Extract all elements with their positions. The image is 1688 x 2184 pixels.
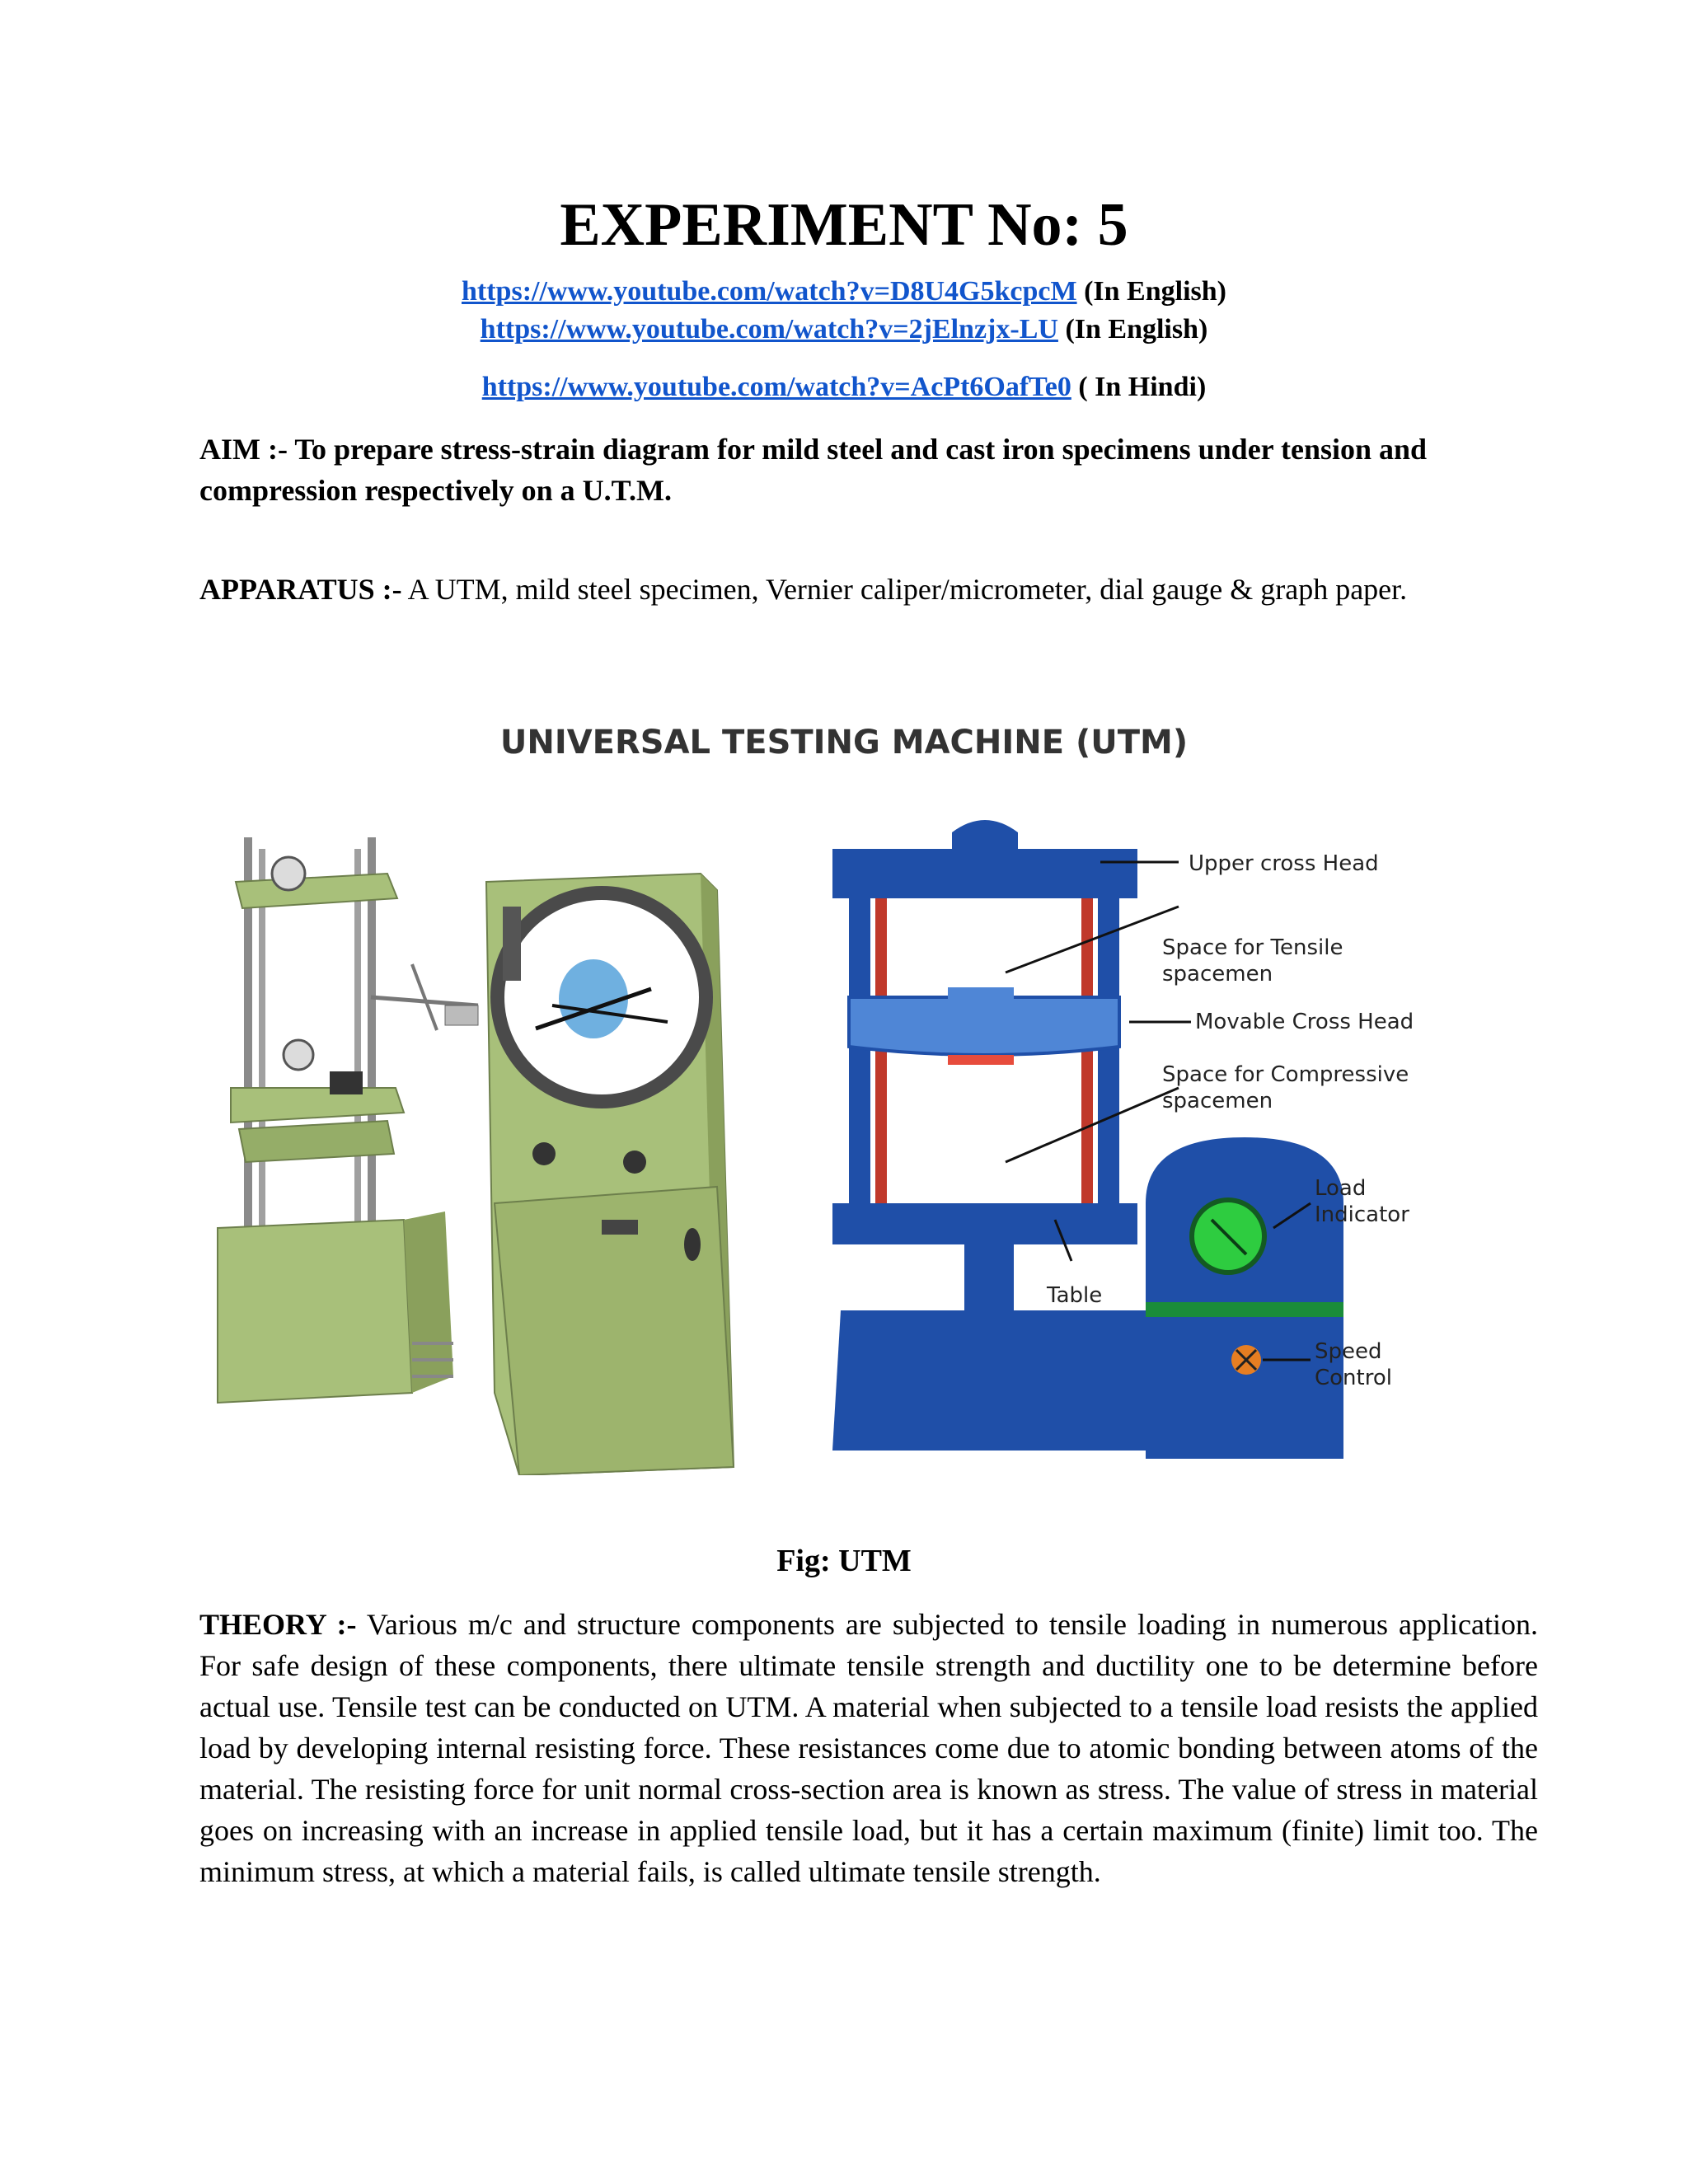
label-speed-line-1: Speed: [1315, 1339, 1382, 1364]
aim-paragraph: AIM :- To prepare stress-strain diagram for mild steel and cast iron specimens under tension and compression respectively on a U.T.M.: [199, 433, 1428, 507]
label-movable-cross-head: Movable Cross Head: [1195, 1010, 1414, 1034]
apparatus-text: A UTM, mild steel specimen, Vernier caliper/micrometer, dial gauge & graph paper.: [401, 573, 1408, 606]
video-link-line-1: [0, 275, 1688, 309]
label-compressive-line-2: spacemen: [1162, 1089, 1273, 1113]
apparatus-paragraph: [199, 569, 1436, 610]
label-tensile-line-1: Space for Tensile: [1162, 935, 1343, 960]
video-link-2-language: (In English): [1065, 314, 1208, 344]
label-load-line-2: Indicator: [1315, 1202, 1409, 1227]
apparatus-label: APPARATUS :-: [199, 573, 402, 606]
video-link-3-language: ( In Hindi): [1078, 372, 1207, 402]
page-title: EXPERIMENT No: 5: [560, 191, 1128, 259]
label-upper-cross-head: Upper cross Head: [1189, 851, 1379, 876]
video-link-line-2: [0, 313, 1688, 347]
theory-label: THEORY :-: [199, 1608, 357, 1641]
theory-text: Various m/c and structure components are subjected to tensile loading in numerous application. For safe design of these components, there ultimate tensile strength and ductility one to be determine before actual use. Tensile test can be conducted on UTM. A material when subjected to a tensile load resists the applied load by developing internal resisting force. These resistances come due to atomic bonding between atoms of the material. The resisting force for unit normal cross-section area is known as stress. The value of stress in material goes on increasing with an increase in applied tensile load, but it has a certain maximum (finite) limit too. The minimum stress, at which a material fails, is called ultimate tensile strength.: [199, 1608, 1538, 1888]
figure-caption: Fig: UTM: [776, 1544, 912, 1578]
figure-title: UNIVERSAL TESTING MACHINE (UTM): [499, 724, 1189, 762]
video-link-line-3: [0, 371, 1688, 405]
utm-schematic-diagram: [832, 820, 1414, 1459]
label-tensile-line-2: spacemen: [1162, 962, 1273, 987]
video-link-1-language: (In English): [1084, 276, 1226, 307]
video-link-2[interactable]: https://www.youtube.com/watch?v=2jElnzjx-LU: [480, 314, 1058, 344]
label-compressive-line-1: Space for Compressive: [1162, 1062, 1409, 1087]
utm-machine-illustration: [218, 837, 734, 1475]
label-load-line-1: Load: [1315, 1176, 1367, 1201]
video-link-3[interactable]: https://www.youtube.com/watch?v=AcPt6OafTe0: [481, 372, 1071, 402]
video-link-1[interactable]: https://www.youtube.com/watch?v=D8U4G5kcpcM: [462, 276, 1077, 307]
label-table: Table: [1047, 1283, 1103, 1308]
utm-figure: [206, 816, 1442, 1475]
theory-paragraph: [199, 1604, 1538, 1892]
label-speed-line-2: Control: [1315, 1366, 1392, 1390]
